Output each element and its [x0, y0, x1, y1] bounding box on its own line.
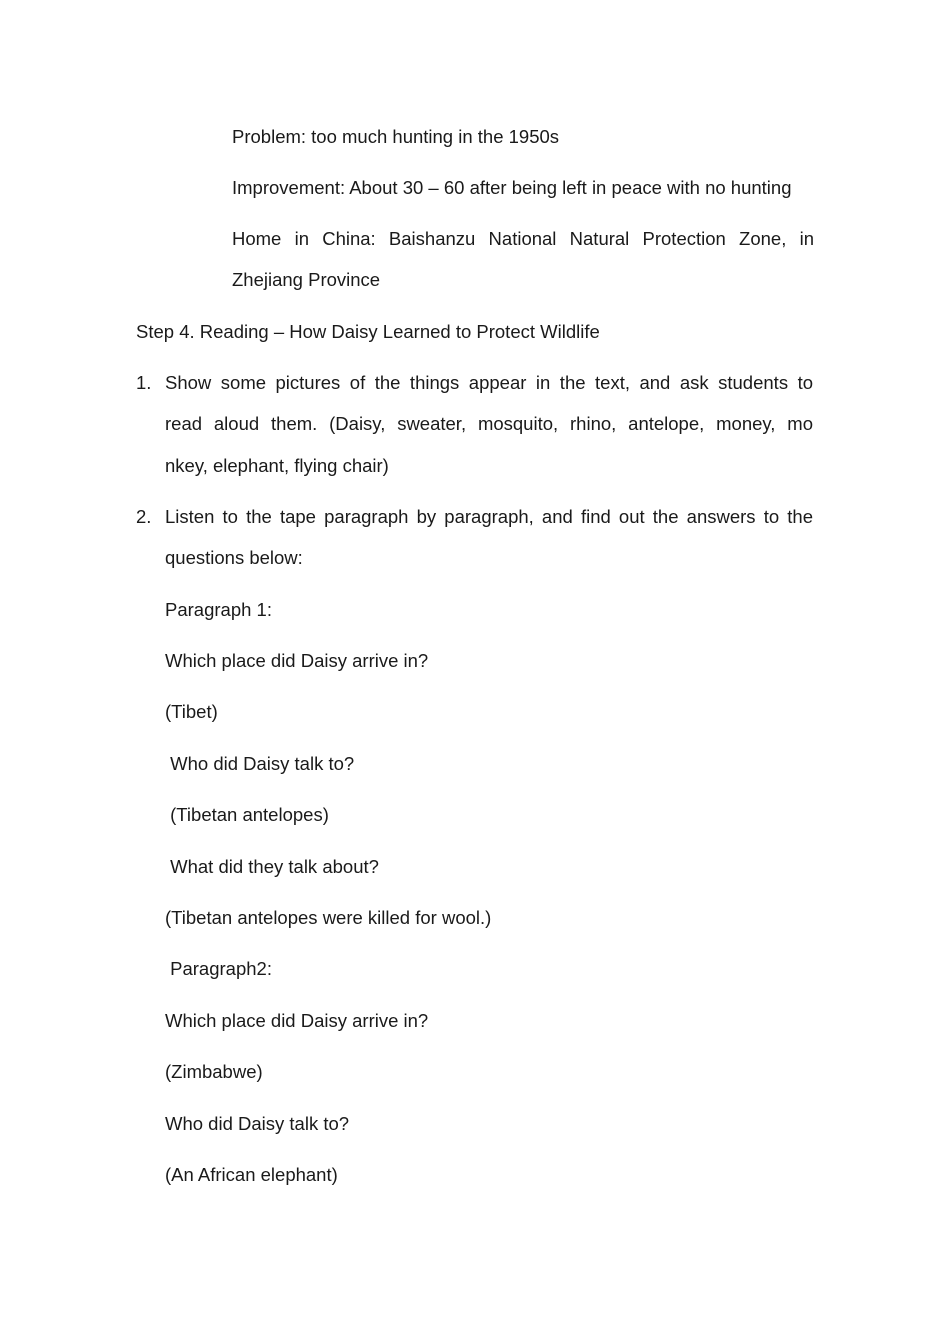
p1-answer-3: (Tibetan antelopes were killed for wool.) [165, 907, 492, 928]
item2-line-1: Listen to the tape paragraph by paragraph, and find out the answers to the [165, 506, 813, 527]
item1-line-1: Show some pictures of the things appear in the text, and ask students to [165, 372, 813, 393]
item1-line-2: read aloud them. (Daisy, sweater, mosquito, rhino, antelope, money, mo [165, 413, 813, 434]
p1-answer-1: (Tibet) [165, 701, 218, 722]
step4-heading: Step 4. Reading – How Daisy Learned to Protect Wildlife [136, 321, 600, 342]
p1-answer-2: (Tibetan antelopes) [165, 804, 329, 825]
p1-question-2: Who did Daisy talk to? [165, 753, 355, 774]
p1-question-3: What did they talk about? [165, 856, 379, 877]
p1-question-1: Which place did Daisy arrive in? [165, 650, 429, 671]
p2-answer-2: (An African elephant) [165, 1164, 338, 1185]
p2-question-1: Which place did Daisy arrive in? [165, 1010, 429, 1031]
improvement-line: Improvement: About 30 – 60 after being left in peace with no hunting [232, 177, 792, 198]
home-line-2: Zhejiang Province [232, 269, 381, 290]
item2-marker: 2. [136, 506, 152, 527]
item1-line-3: nkey, elephant, flying chair) [165, 455, 389, 476]
paragraph1-label: Paragraph 1: [165, 599, 272, 620]
home-line-1: Home in China: Baishanzu National Natural Protection Zone, in [232, 228, 814, 249]
item2-line-2: questions below: [165, 547, 303, 568]
problem-line: Problem: too much hunting in the 1950s [232, 126, 560, 147]
p2-answer-1: (Zimbabwe) [165, 1061, 263, 1082]
item1-marker: 1. [136, 372, 152, 393]
p2-question-2: Who did Daisy talk to? [165, 1113, 350, 1134]
paragraph2-label: Paragraph2: [165, 958, 272, 979]
